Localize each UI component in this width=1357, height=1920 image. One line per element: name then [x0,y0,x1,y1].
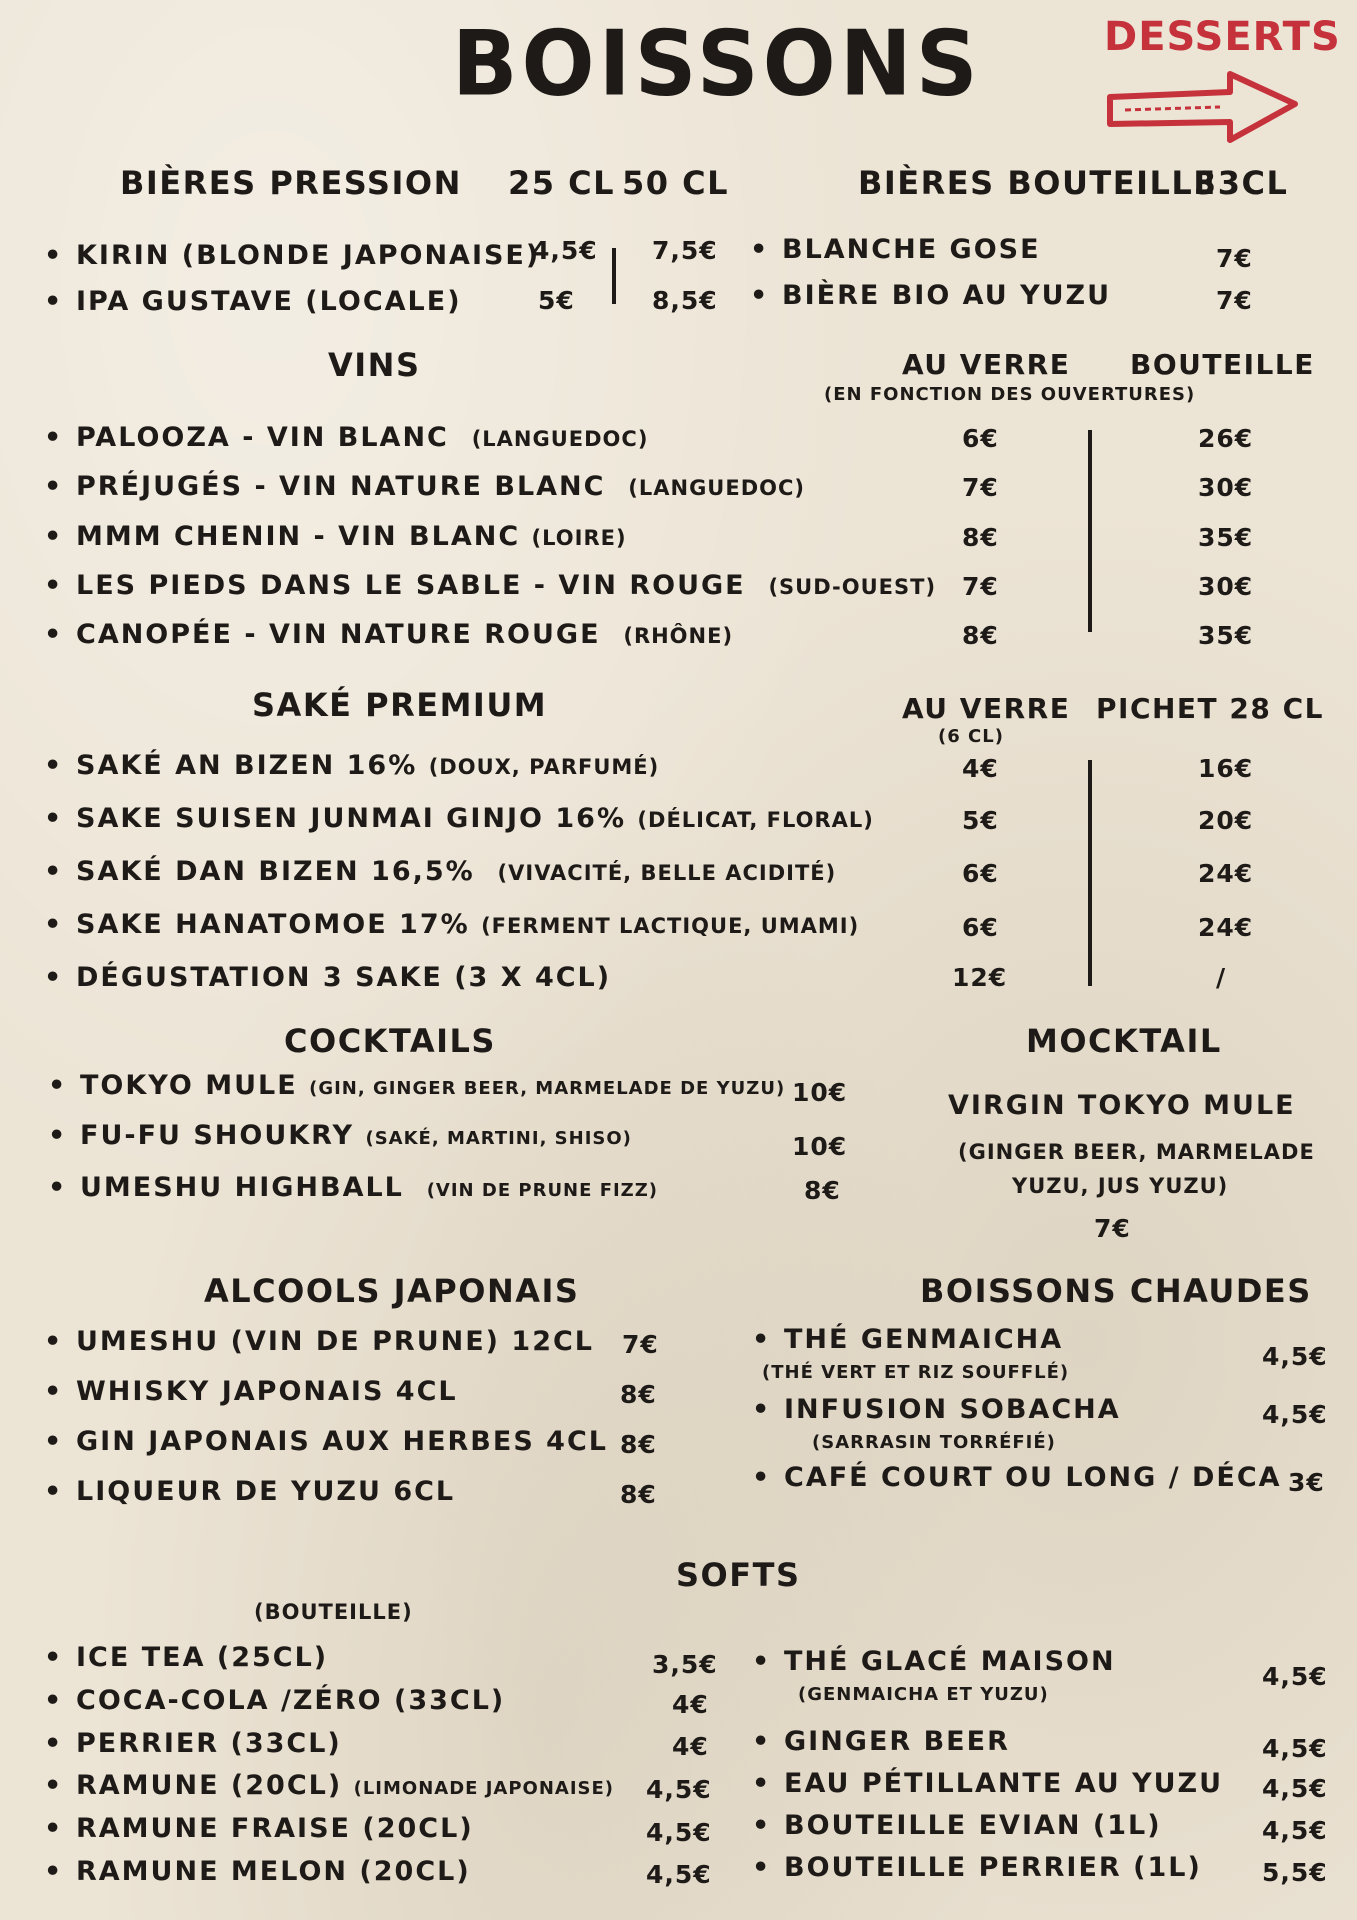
price: 4,5€ [646,1818,712,1847]
mocktail-desc: YUZU, JUS YUZU) [1012,1174,1229,1198]
wine-name: LES PIEDS DANS LE SABLE - VIN ROUGE [76,570,746,601]
list-item [76,856,836,887]
list-item: • CAFÉ COURT OU LONG / DÉCA [784,1462,1282,1493]
list-item [76,521,627,552]
price: 6€ [962,424,999,453]
price: 6€ [962,913,999,942]
price: 8€ [962,523,999,552]
wine-name: PRÉJUGÉS - VIN NATURE BLANC [76,471,606,502]
cocktail-name: FU-FU SHOUKRY [80,1120,355,1151]
list-item: • BOUTEILLE PERRIER (1L) [784,1852,1202,1883]
price: 8€ [962,621,999,650]
price: 7€ [1216,244,1253,273]
page-title: BOISSONS [452,11,982,117]
vins-heading: VINS [328,346,421,384]
price: 4,5€ [1262,1774,1328,1803]
price: 4,5€ [1262,1662,1328,1691]
sake-heading: SAKÉ PREMIUM [252,686,548,724]
price: 8€ [620,1380,657,1409]
bieres-pression-heading: BIÈRES PRESSION [120,164,462,202]
col-au-verre: AU VERRE [902,348,1071,381]
price: 3€ [1288,1468,1325,1497]
sake-name: SAKE HANATOMOE 17% [76,909,470,940]
mocktail-heading: MOCKTAIL [1026,1022,1222,1060]
cocktail-name: TOKYO MULE [80,1070,298,1101]
list-item: • EAU PÉTILLANTE AU YUZU [784,1768,1223,1799]
col-50cl: 50 CL [622,164,730,202]
list-item: • RAMUNE FRAISE (20CL) [76,1813,474,1844]
price: 10€ [792,1078,848,1107]
col-pichet: PICHET 28 CL [1096,692,1324,725]
price: 35€ [1198,523,1254,552]
sake-name: SAKÉ AN BIZEN 16% [76,750,418,781]
price: 5€ [962,806,999,835]
list-item: • BIÈRE BIO AU YUZU [782,280,1111,311]
arrow-right-icon [1100,62,1300,152]
price: 35€ [1198,621,1254,650]
price: 4,5€ [532,236,598,265]
alcools-heading: ALCOOLS JAPONAIS [204,1272,580,1310]
list-item [76,803,874,834]
cocktails-heading: COCKTAILS [284,1022,496,1060]
cocktail-note: (SAKÉ, MARTINI, SHISO) [365,1128,632,1149]
bieres-bouteille-heading: BIÈRES BOUTEILLE [858,164,1217,202]
price: 5,5€ [1262,1858,1328,1887]
list-item [76,422,648,453]
list-item: • LIQUEUR DE YUZU 6CL [76,1476,455,1507]
sake-note: (VIVACITÉ, BELLE ACIDITÉ) [497,861,837,885]
mocktail-desc: (GINGER BEER, MARMELADE [958,1140,1315,1164]
wine-name: CANOPÉE - VIN NATURE ROUGE [76,619,601,650]
price: 30€ [1198,473,1254,502]
soft-note: (LIMONADE JAPONAISE) [353,1778,615,1799]
price: 8€ [804,1176,841,1205]
price: 20€ [1198,806,1254,835]
list-item: • IPA GUSTAVE (LOCALE) [76,286,462,317]
price: 7€ [622,1330,659,1359]
item-note: (GENMAICHA ET YUZU) [798,1684,1049,1705]
list-item: • DÉGUSTATION 3 SAKE (3 X 4CL) [76,962,611,993]
sake-note: (DOUX, PARFUMÉ) [428,755,660,779]
price: 30€ [1198,572,1254,601]
list-item: • PERRIER (33CL) [76,1728,342,1759]
list-item: • WHISKY JAPONAIS 4CL [76,1376,458,1407]
list-item: • INFUSION SOBACHA [784,1394,1121,1425]
price: 8€ [620,1480,657,1509]
softs-heading: SOFTS [676,1556,801,1594]
list-item [76,471,805,502]
col-note: (EN FONCTION DES OUVERTURES) [824,384,1196,405]
chaudes-heading: BOISSONS CHAUDES [920,1272,1312,1310]
wine-origin: (LANGUEDOC) [628,476,805,500]
list-item: • THÉ GLACÉ MAISON [784,1646,1116,1677]
sake-note: (DÉLICAT, FLORAL) [637,808,874,832]
soft-name: RAMUNE (20CL) [76,1770,343,1801]
price: 7€ [1216,286,1253,315]
wine-origin: (RHÔNE) [623,624,734,648]
cocktail-note: (GIN, GINGER BEER, MARMELADE DE YUZU) [309,1078,786,1099]
divider [612,248,616,304]
list-item: • UMESHU (VIN DE PRUNE) 12CL [76,1326,594,1357]
wine-origin: (SUD-OUEST) [768,575,937,599]
col-33cl: 33CL [1194,164,1289,202]
price: 4,5€ [646,1775,712,1804]
price: 24€ [1198,913,1254,942]
list-item [76,909,859,940]
price: 3,5€ [652,1650,718,1679]
price: 10€ [792,1132,848,1161]
divider [1088,760,1092,986]
sake-name: SAKÉ DAN BIZEN 16,5% [76,856,475,887]
price: 26€ [1198,424,1254,453]
price: 4€ [672,1732,709,1761]
list-item: • ICE TEA (25CL) [76,1642,328,1673]
col-au-verre: AU VERRE [902,692,1071,725]
cocktail-name: UMESHU HIGHBALL [80,1172,404,1203]
item-note: (SARRASIN TORRÉFIÉ) [812,1432,1056,1453]
price: 4,5€ [646,1860,712,1889]
price: 4,5€ [1262,1342,1328,1371]
list-item: • GIN JAPONAIS AUX HERBES 4CL [76,1426,608,1457]
divider [1088,430,1092,632]
desserts-link[interactable] [1100,14,1341,144]
wine-name: MMM CHENIN - VIN BLANC [76,521,521,552]
desserts-label: DESSERTS [1104,14,1341,60]
list-item: • GINGER BEER [784,1726,1010,1757]
price: 4€ [962,754,999,783]
price: 7,5€ [652,236,718,265]
mocktail-name: VIRGIN TOKYO MULE [948,1090,1296,1121]
list-item [76,570,936,601]
price: 4,5€ [1262,1734,1328,1763]
col-bouteille: BOUTEILLE [1130,348,1315,381]
price: / [1216,963,1227,992]
list-item: • RAMUNE MELON (20CL) [76,1856,471,1887]
list-item: • KIRIN (BLONDE JAPONAISE) [76,240,540,271]
list-item: • BLANCHE GOSE [782,234,1041,265]
price: 4,5€ [1262,1400,1328,1429]
price: 7€ [962,473,999,502]
price: 4€ [672,1690,709,1719]
price: 7€ [1094,1214,1131,1243]
col-25cl: 25 CL [508,164,616,202]
price: 5€ [538,286,575,315]
list-item [80,1120,632,1151]
wine-origin: (LANGUEDOC) [471,427,649,451]
price: 6€ [962,859,999,888]
item-note: (THÉ VERT ET RIZ SOUFFLÉ) [762,1362,1070,1383]
list-item [76,750,659,781]
price: 8,5€ [652,286,718,315]
price: 12€ [952,963,1008,992]
list-item [80,1070,785,1101]
cocktail-note: (VIN DE PRUNE FIZZ) [426,1180,659,1201]
sake-name: SAKE SUISEN JUNMAI GINJO 16% [76,803,627,834]
list-item: • THÉ GENMAICHA [784,1324,1063,1355]
col-note: (6 CL) [938,726,1004,747]
list-item [76,1770,614,1801]
wine-name: PALOOZA - VIN BLANC [76,422,449,453]
list-item: • COCA-COLA /ZÉRO (33CL) [76,1685,505,1716]
price: 7€ [962,572,999,601]
softs-subheading: (BOUTEILLE) [254,1600,413,1624]
list-item [76,619,733,650]
wine-origin: (LOIRE) [531,526,627,550]
price: 8€ [620,1430,657,1459]
price: 4,5€ [1262,1816,1328,1845]
price: 16€ [1198,754,1254,783]
list-item: • BOUTEILLE EVIAN (1L) [784,1810,1162,1841]
price: 24€ [1198,859,1254,888]
sake-note: (FERMENT LACTIQUE, UMAMI) [481,914,860,938]
list-item [80,1172,658,1203]
